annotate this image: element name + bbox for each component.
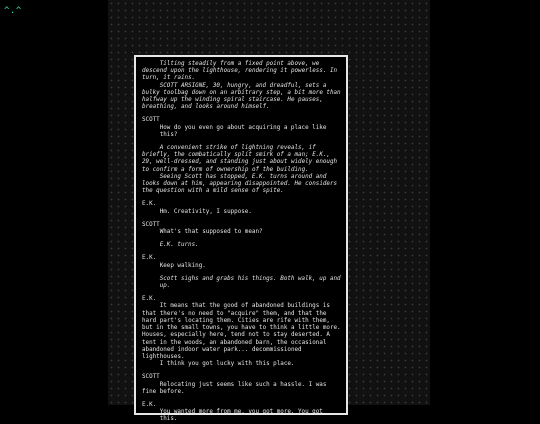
action-text: E.K. turns.	[159, 242, 199, 249]
logo: ^.^	[4, 6, 22, 16]
dialogue-line: It means that the good of abandoned buildings is that there's no need to "acquire" them, and that the hard part's locating them. Cities are rife with them, but in the small towns, you have to think a little more. Houses, especially here, tend not to stay deserted. A tent in the woods, an abandoned barn, the occasional abandoned indoor water park... decommissioned lighthouses.	[142, 303, 341, 360]
dialogue-line: Relocating just seems like such a hassle. I was fine before.	[142, 381, 327, 395]
dialogue-line: I think you got lucky with this place.	[159, 361, 295, 368]
speaker-name: E.K.	[142, 255, 157, 262]
speaker-name: E.K.	[142, 401, 157, 408]
action-text: SCOTT ARSIGNE, 30, hungry, and dreadful, sets a bulky toolbag down on an arbitrary step, a bit more than halfway up the winding spiral staircase. He pauses, breathing, and looks around himself.	[142, 82, 341, 111]
screenplay-page	[134, 55, 348, 423]
action-text: Seeing Scott has stopped, E.K. turns around and looks down at him, appearing disappointed. He considers the question with a mild sense of spite.	[142, 173, 338, 195]
dialogue-line: What's that supposed to mean?	[159, 229, 263, 236]
dialogue-line: Hm. Creativity, I suppose.	[159, 208, 252, 215]
dialogue-line: How do you even go about acquiring a place like this?	[159, 124, 327, 138]
action-text: Tilting steadily from a fixed point above, we descend upon the lighthouse, rendering it powerless. In turn, it rains.	[142, 61, 338, 82]
speaker-name: E.K.	[142, 296, 157, 303]
action-text: A convenient strike of lightning reveals, if briefly, the combatically split smirk of a man; E.K., 29, well-dressed, and standing just about widely enough to confirm a form of ownership of the building.	[142, 145, 338, 173]
speaker-name: SCOTT	[142, 374, 160, 381]
dialogue-line: Keep walking.	[159, 262, 206, 269]
dialogue-line: You wanted more from me, you got more. You got this.	[159, 409, 323, 423]
speaker-name: E.K.	[142, 201, 157, 208]
speaker-name: SCOTT	[142, 221, 160, 228]
action-text: Scott sighs and grabs his things. Both walk, up and up.	[159, 275, 341, 290]
speaker-name: SCOTT	[142, 117, 160, 124]
